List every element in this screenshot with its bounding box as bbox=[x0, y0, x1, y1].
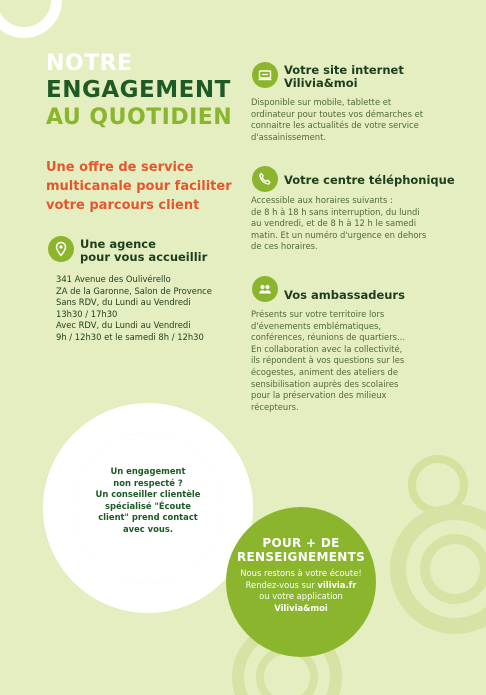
phone-description bbox=[251, 195, 456, 253]
phone-title: Votre centre téléphonique bbox=[284, 173, 455, 187]
agency-title bbox=[80, 238, 207, 264]
app-name: Vilivia&moi bbox=[274, 602, 328, 613]
more-info-title-line-1: POUR + DE bbox=[262, 536, 340, 550]
website-title-line-2: Vilivia&moi bbox=[284, 76, 358, 90]
ambassadors-description bbox=[251, 309, 456, 413]
agency-hours-line: 9h / 12h30 et le samedi 8h / 12h30 bbox=[56, 331, 204, 342]
more-info-title-line-2: RENSEIGNEMENTS bbox=[236, 550, 366, 564]
engagement-text-line: Un conseiller clientèle bbox=[95, 489, 201, 500]
engagement-text-line: non respecté ? bbox=[113, 477, 183, 488]
phone-text-line: de ces horaires. bbox=[251, 241, 318, 252]
subtitle: Une offre de service multicanale pour faciliter votre parcours client bbox=[46, 160, 232, 213]
website-description bbox=[251, 97, 451, 143]
website-text-line: ordinateur pour toutes vos démarches et bbox=[251, 108, 424, 119]
title-line-3: AU QUOTIDIEN bbox=[46, 105, 233, 130]
engagement-text-line: client" prend contact bbox=[98, 512, 198, 523]
agency-hours-line: 13h30 / 17h30 bbox=[56, 308, 118, 319]
phone-text-line: au vendredi, et de 8 h à 12 h le samedi bbox=[251, 218, 417, 229]
website-text-line: connaitre les actualités de votre service bbox=[251, 120, 419, 131]
people-icon bbox=[252, 276, 278, 302]
more-info-prefix: Rendez-vous sur bbox=[245, 579, 318, 590]
ambassadors-text-line: écogestes, animent des ateliers de bbox=[251, 366, 398, 377]
title-line-2: ENGAGEMENT bbox=[46, 77, 231, 103]
location-pin-icon bbox=[48, 236, 74, 262]
phone-text-line: Accessible aux horaires suivants : bbox=[251, 195, 393, 205]
engagement-text-line: avec vous. bbox=[122, 523, 173, 534]
agency-details bbox=[56, 274, 256, 344]
more-info-line bbox=[226, 603, 376, 615]
agency-title-line-2: pour vous accueillir bbox=[80, 250, 208, 264]
website-text-line: Disponible sur mobile, tablette et bbox=[251, 97, 392, 107]
engagement-text-line: Un engagement bbox=[110, 466, 186, 476]
more-info-line: Nous restons à votre écoute! bbox=[240, 568, 362, 578]
more-info-title bbox=[226, 536, 376, 564]
phone-icon bbox=[252, 166, 278, 192]
phone-text-line: de 8 h à 18 h sans interruption, du lundi bbox=[251, 206, 420, 217]
engagement-text-line: spécialisé "Écoute bbox=[105, 500, 191, 511]
more-info-line bbox=[226, 580, 376, 592]
ambassadors-text-line: ils répondent à vos questions sur les bbox=[251, 355, 405, 366]
more-info-text bbox=[226, 568, 376, 614]
title-line-1: NOTRE bbox=[46, 51, 133, 76]
ambassadors-text-line: récepteurs. bbox=[251, 401, 299, 412]
agency-address-line: ZA de la Garonne, Salon de Provence bbox=[56, 285, 212, 296]
ambassadors-text-line: d'évenements emblématiques, bbox=[251, 320, 382, 331]
agency-address-line: 341 Avenue des Oulivérello bbox=[56, 274, 171, 284]
website-title bbox=[284, 64, 404, 90]
website-link[interactable]: vilivia.fr bbox=[317, 579, 357, 590]
ambassadors-text-line: conférences, réunions de quartiers... bbox=[251, 332, 406, 343]
engagement-text bbox=[80, 466, 216, 536]
more-info-line: ou votre application bbox=[259, 591, 343, 602]
page-title bbox=[46, 50, 232, 131]
website-title-line-1: Votre site internet bbox=[284, 63, 404, 77]
website-text-line: d'assainissement. bbox=[251, 131, 327, 142]
ambassadors-text-line: En collaboration avec la collectivité, bbox=[251, 343, 403, 354]
decorative-ring-top-left bbox=[0, 0, 62, 38]
decorative-ring-right-inner bbox=[420, 534, 486, 604]
agency-hours-line: Sans RDV, du Lundi au Vendredi bbox=[56, 297, 191, 308]
ambassadors-text-line: Présents sur votre territoire lors bbox=[251, 309, 385, 319]
computer-icon bbox=[252, 62, 278, 88]
ambassadors-text-line: sensibilisation auprès des scolaires bbox=[251, 378, 399, 389]
ambassadors-text-line: pour la préservation des milieux bbox=[251, 390, 387, 401]
agency-title-line-1: Une agence bbox=[80, 237, 156, 251]
ambassadors-title: Vos ambassadeurs bbox=[284, 288, 405, 302]
agency-hours-line: Avec RDV, du Lundi au Vendredi bbox=[56, 320, 191, 331]
phone-text-line: matin. Et un numéro d'urgence en dehors bbox=[251, 229, 427, 240]
